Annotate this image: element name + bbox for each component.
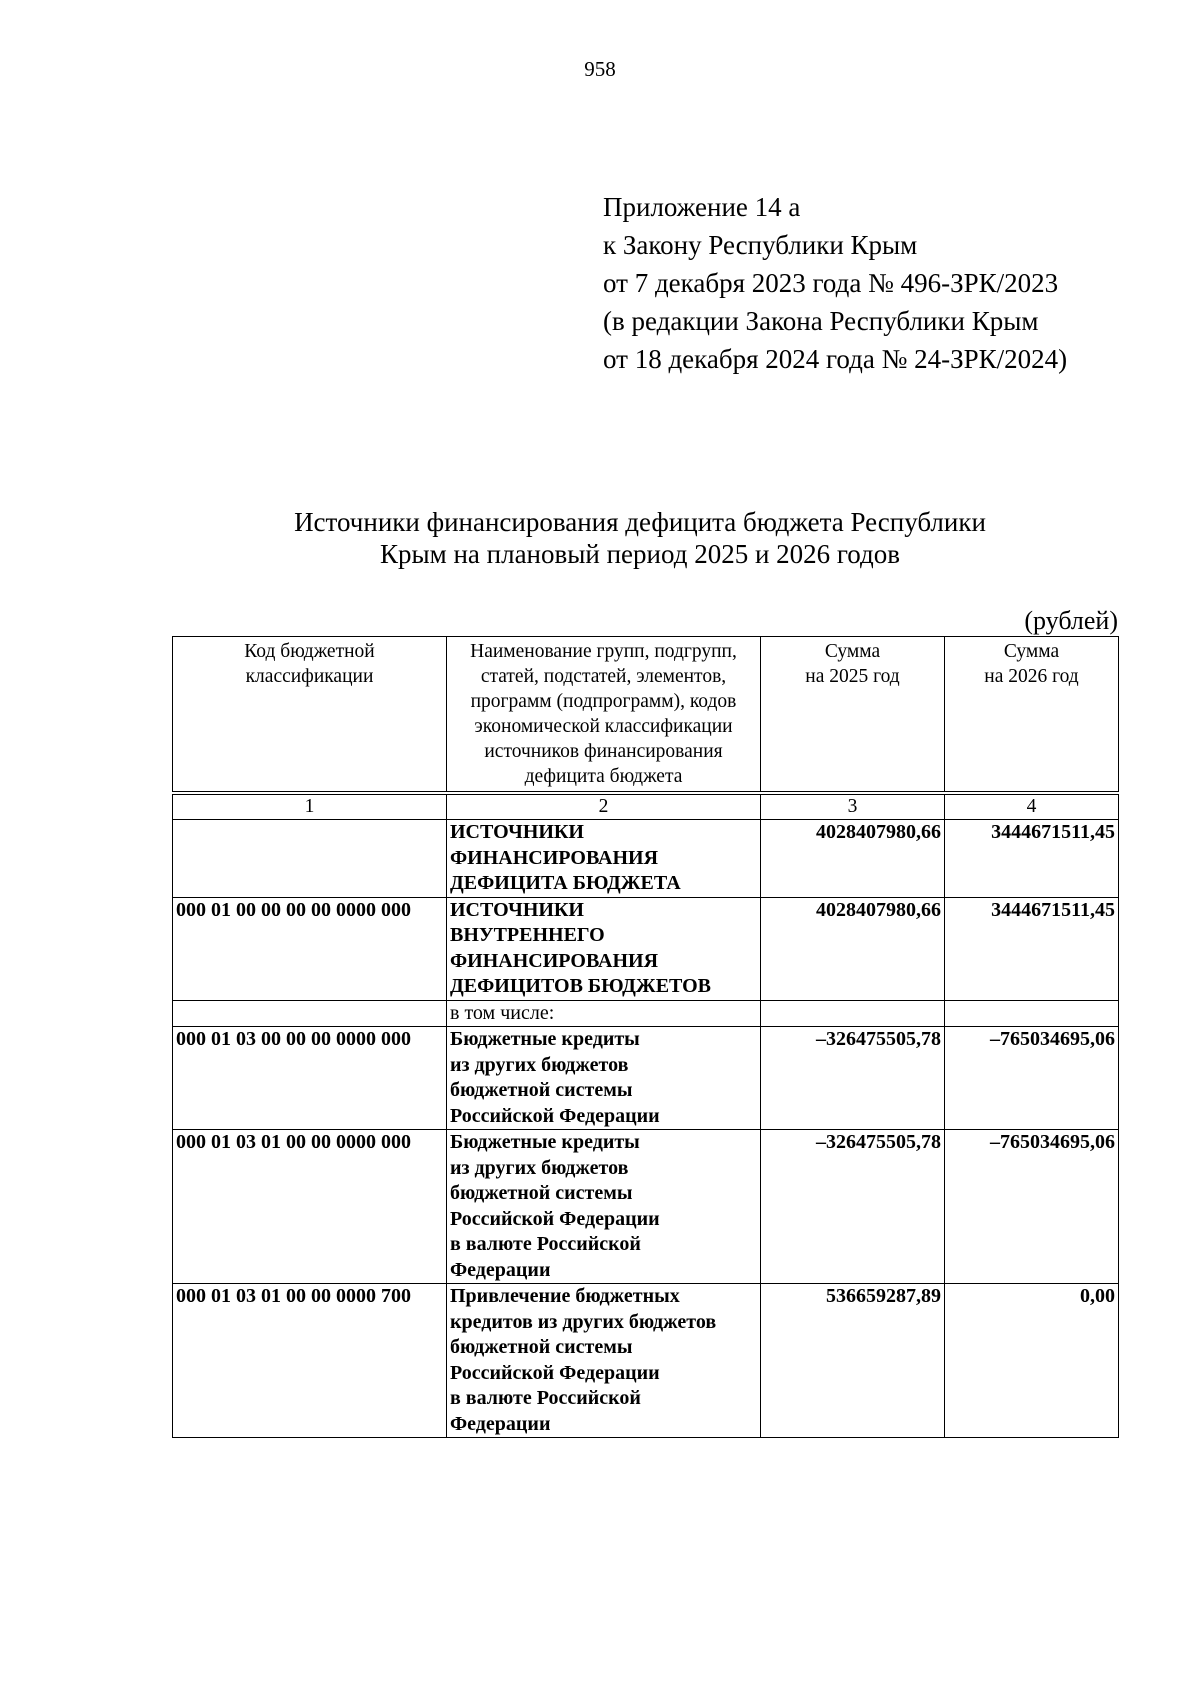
table-header-row [173, 637, 1119, 794]
row-code: 000 01 03 00 00 00 0000 000 [173, 1027, 447, 1130]
row-sum-2026: –765034695,06 [945, 1027, 1119, 1130]
column-number: 2 [447, 793, 761, 820]
row-name: ИСТОЧНИКИ ВНУТРЕННЕГО ФИНАНСИРОВАНИЯ ДЕФИЦИТОВ БЮДЖЕТОВ [447, 897, 761, 1000]
row-name: Бюджетные кредиты из других бюджетов бюджетной системы Российской Федерации в валюте Российской Федерации [447, 1130, 761, 1284]
page-number: 958 [584, 57, 616, 81]
appendix-line: (в редакции Закона Республики Крым [603, 306, 1039, 336]
appendix-line: от 7 декабря 2023 года № 496-ЗРК/2023 [603, 268, 1059, 298]
column-number: 1 [173, 793, 447, 820]
row-sum-2026 [945, 1000, 1119, 1027]
column-number: 3 [761, 793, 945, 820]
table-row [173, 820, 1119, 898]
appendix-line: Приложение 14 а [603, 192, 801, 222]
row-sum-2026: 3444671511,45 [945, 820, 1119, 898]
header-name: Наименование групп, подгрупп, статей, подстатей, элементов, программ (подпрограмм), кодов экономической классификации источников финансирования дефицита бюджета [447, 637, 761, 794]
appendix-header [603, 188, 1067, 378]
table-row [173, 1000, 1119, 1027]
appendix-line: к Закону Республики Крым [603, 230, 918, 260]
row-code: 000 01 00 00 00 00 0000 000 [173, 897, 447, 1000]
table-row [173, 1284, 1119, 1438]
row-name: Привлечение бюджетных кредитов из других бюджетов бюджетной системы Российской Федерации в валюте Российской Федерации [447, 1284, 761, 1438]
row-code: 000 01 03 01 00 00 0000 000 [173, 1130, 447, 1284]
header-code: Код бюджетной классификации [173, 637, 447, 794]
row-code [173, 820, 447, 898]
column-number: 4 [945, 793, 1119, 820]
document-title [160, 506, 1120, 570]
unit-label: (рублей) [1024, 606, 1118, 635]
table-row [173, 897, 1119, 1000]
row-name: в том числе: [447, 1000, 761, 1027]
appendix-line: от 18 декабря 2024 года № 24-ЗРК/2024) [603, 344, 1068, 374]
row-sum-2025 [761, 1000, 945, 1027]
budget-sources-table [172, 636, 1119, 1438]
row-sum-2026: 3444671511,45 [945, 897, 1119, 1000]
row-name: ИСТОЧНИКИ ФИНАНСИРОВАНИЯ ДЕФИЦИТА БЮДЖЕТА [447, 820, 761, 898]
row-sum-2026: 0,00 [945, 1284, 1119, 1438]
row-sum-2025: 536659287,89 [761, 1284, 945, 1438]
row-sum-2025: 4028407980,66 [761, 897, 945, 1000]
row-code [173, 1000, 447, 1027]
header-sum-2025: Сумма на 2025 год [761, 637, 945, 794]
row-code: 000 01 03 01 00 00 0000 700 [173, 1284, 447, 1438]
row-sum-2025: –326475505,78 [761, 1027, 945, 1130]
row-name: Бюджетные кредиты из других бюджетов бюджетной системы Российской Федерации [447, 1027, 761, 1130]
row-sum-2026: –765034695,06 [945, 1130, 1119, 1284]
column-number-row [173, 793, 1119, 820]
header-sum-2026: Сумма на 2026 год [945, 637, 1119, 794]
document-title-line: Источники финансирования дефицита бюджета Республики [294, 507, 986, 537]
document-title-line: Крым на плановый период 2025 и 2026 годов [379, 539, 900, 569]
row-sum-2025: –326475505,78 [761, 1130, 945, 1284]
table-row [173, 1130, 1119, 1284]
row-sum-2025: 4028407980,66 [761, 820, 945, 898]
table-row [173, 1027, 1119, 1130]
